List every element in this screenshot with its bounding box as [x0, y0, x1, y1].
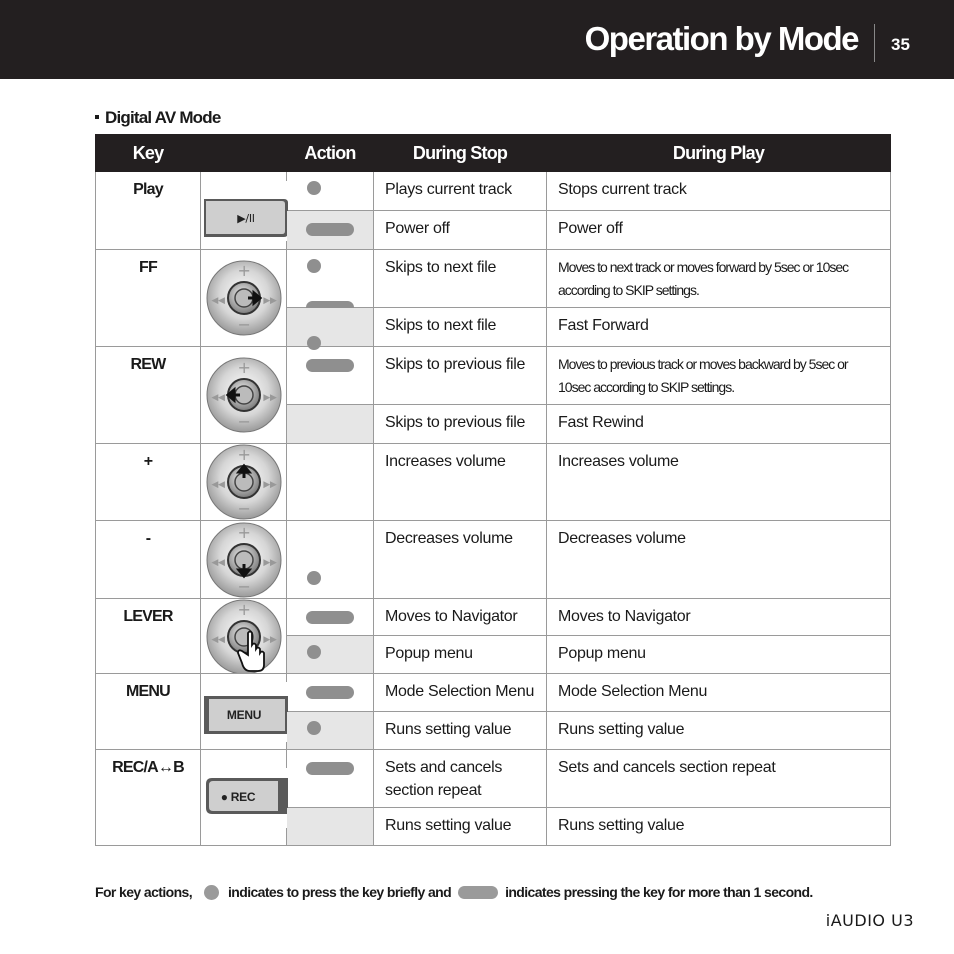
- header-divider: [874, 24, 875, 62]
- during-stop-cell: Decreases volume: [374, 521, 547, 599]
- svg-text:−: −: [237, 499, 251, 518]
- lever-down-icon: [201, 521, 287, 599]
- table-header-row: [96, 135, 891, 172]
- long-press-icon: [306, 611, 354, 624]
- page-number: 35: [891, 35, 910, 54]
- during-stop-cell: Popup menu: [374, 636, 547, 674]
- svg-text:−: −: [237, 315, 251, 334]
- short-press-icon: [307, 181, 321, 195]
- svg-text:▶▶: ▶▶: [263, 480, 277, 490]
- during-stop-cell: Skips to previous file: [374, 347, 547, 405]
- action-long-press: [287, 750, 374, 808]
- section-title: [95, 108, 221, 128]
- lever-press-icon: [201, 599, 287, 674]
- header-key: Key: [96, 135, 201, 172]
- during-play-cell: Moves to Navigator: [547, 599, 891, 636]
- svg-text:▶▶: ▶▶: [263, 635, 277, 645]
- table-row: [96, 750, 891, 808]
- during-play-cell: Moves to next track or moves forward by 5sec or 10sec according to SKIP settings.: [547, 250, 891, 308]
- short-press-icon: [204, 885, 219, 900]
- svg-text:−: −: [237, 576, 251, 596]
- action-cell: [287, 444, 374, 521]
- key-name: MENU: [96, 674, 201, 750]
- action-cell: [287, 405, 374, 444]
- key-name: REC/A↔B: [96, 750, 201, 846]
- svg-text:▶▶: ▶▶: [263, 393, 277, 403]
- header-blank: [201, 135, 287, 172]
- table-row: [96, 172, 891, 211]
- key-name: Play: [96, 172, 201, 250]
- svg-text:+: +: [237, 522, 251, 542]
- menu-key-icon: [201, 674, 287, 750]
- long-press-icon: [306, 686, 354, 699]
- during-stop-cell: Plays current track: [374, 172, 547, 211]
- action-cell: [287, 808, 374, 846]
- lever-left-icon: [201, 347, 287, 444]
- long-press-icon: [306, 223, 354, 236]
- key-action-table: [95, 134, 891, 846]
- action-long-press: [287, 211, 374, 250]
- during-play-cell: Stops current track: [547, 172, 891, 211]
- header-during-play: During Play: [547, 135, 891, 172]
- svg-text:+: +: [237, 600, 251, 619]
- during-stop-cell: Skips to previous file: [374, 405, 547, 444]
- during-play-cell: Runs setting value: [547, 712, 891, 750]
- during-play-cell: Runs setting value: [547, 808, 891, 846]
- table-row: [96, 599, 891, 636]
- action-short-press: [287, 250, 374, 308]
- header-action: Action: [287, 135, 374, 172]
- svg-text:▶▶: ▶▶: [263, 557, 277, 568]
- during-stop-cell: Skips to next file: [374, 308, 547, 347]
- svg-text:MENU: MENU: [226, 707, 262, 722]
- legend-text-3: indicates pressing the key for more than 1 second.: [505, 884, 813, 900]
- key-name: -: [96, 521, 201, 599]
- svg-text:◀◀: ◀◀: [211, 635, 225, 645]
- short-press-icon: [307, 645, 321, 659]
- section-title-text: Digital AV Mode: [105, 108, 221, 127]
- svg-text:◀◀: ◀◀: [211, 393, 225, 403]
- page-title: Operation by Mode: [584, 20, 858, 57]
- table-row: [96, 521, 891, 599]
- header-during-stop: During Stop: [374, 135, 547, 172]
- key-name: FF: [96, 250, 201, 347]
- page-header: [0, 0, 954, 79]
- during-play-cell: Decreases volume: [547, 521, 891, 599]
- play-pause-key-icon: [201, 172, 287, 250]
- svg-text:◀◀: ◀◀: [211, 296, 225, 306]
- during-play-cell: Mode Selection Menu: [547, 674, 891, 712]
- svg-text:◀◀: ◀◀: [211, 480, 225, 490]
- during-play-cell: Moves to previous track or moves backward by 5sec or 10sec according to SKIP settings.: [547, 347, 891, 405]
- key-name: REW: [96, 347, 201, 444]
- during-stop-cell: Increases volume: [374, 444, 547, 521]
- action-long-press: [287, 674, 374, 712]
- during-play-cell: Fast Forward: [547, 308, 891, 347]
- during-stop-cell: Mode Selection Menu: [374, 674, 547, 712]
- legend-text-1: For key actions,: [95, 884, 192, 900]
- key-name: LEVER: [96, 599, 201, 674]
- svg-text:▶▶: ▶▶: [263, 296, 277, 306]
- lever-up-icon: [201, 444, 287, 521]
- during-stop-cell: Runs setting value: [374, 712, 547, 750]
- action-short-press: [287, 712, 374, 750]
- rec-key-icon: [201, 750, 287, 846]
- svg-text:+: +: [237, 445, 251, 464]
- brand-label: iAUDIO U3: [825, 911, 914, 930]
- during-play-cell: Fast Rewind: [547, 405, 891, 444]
- svg-text:◀◀: ◀◀: [211, 557, 225, 568]
- key-name: +: [96, 444, 201, 521]
- during-play-cell: Sets and cancels section repeat: [547, 750, 891, 808]
- during-play-cell: Popup menu: [547, 636, 891, 674]
- short-press-icon: [307, 721, 321, 735]
- action-short-press: [287, 172, 374, 211]
- table-row: [96, 347, 891, 405]
- during-stop-cell: Runs setting value: [374, 808, 547, 846]
- bullet-icon: [95, 115, 99, 119]
- table-row: [96, 250, 891, 308]
- during-stop-cell: Power off: [374, 211, 547, 250]
- long-press-icon: [306, 359, 354, 372]
- table-row: [96, 444, 891, 521]
- during-stop-cell: Moves to Navigator: [374, 599, 547, 636]
- svg-text:● REC: ● REC: [220, 789, 256, 804]
- during-stop-cell: Sets and cancels section repeat: [374, 750, 547, 808]
- during-play-cell: Power off: [547, 211, 891, 250]
- svg-text:−: −: [237, 412, 251, 431]
- short-press-icon: [307, 259, 321, 273]
- short-press-icon: [307, 571, 321, 585]
- action-long-press: [287, 347, 374, 405]
- during-play-cell: Increases volume: [547, 444, 891, 521]
- action-long-press: [287, 599, 374, 636]
- lever-right-icon: [201, 250, 287, 347]
- legend-text-2: indicates to press the key briefly and: [228, 884, 452, 900]
- svg-text:+: +: [237, 358, 251, 377]
- svg-text:+: +: [237, 261, 251, 280]
- table-row: [96, 674, 891, 712]
- during-stop-cell: Skips to next file: [374, 250, 547, 308]
- footer-legend: [95, 884, 813, 900]
- action-short-press: [287, 636, 374, 674]
- action-short-press: [287, 521, 374, 599]
- long-press-icon: [458, 886, 498, 899]
- long-press-icon: [306, 762, 354, 775]
- action-long-press: [287, 308, 374, 347]
- svg-text:▶/II: ▶/II: [237, 211, 255, 225]
